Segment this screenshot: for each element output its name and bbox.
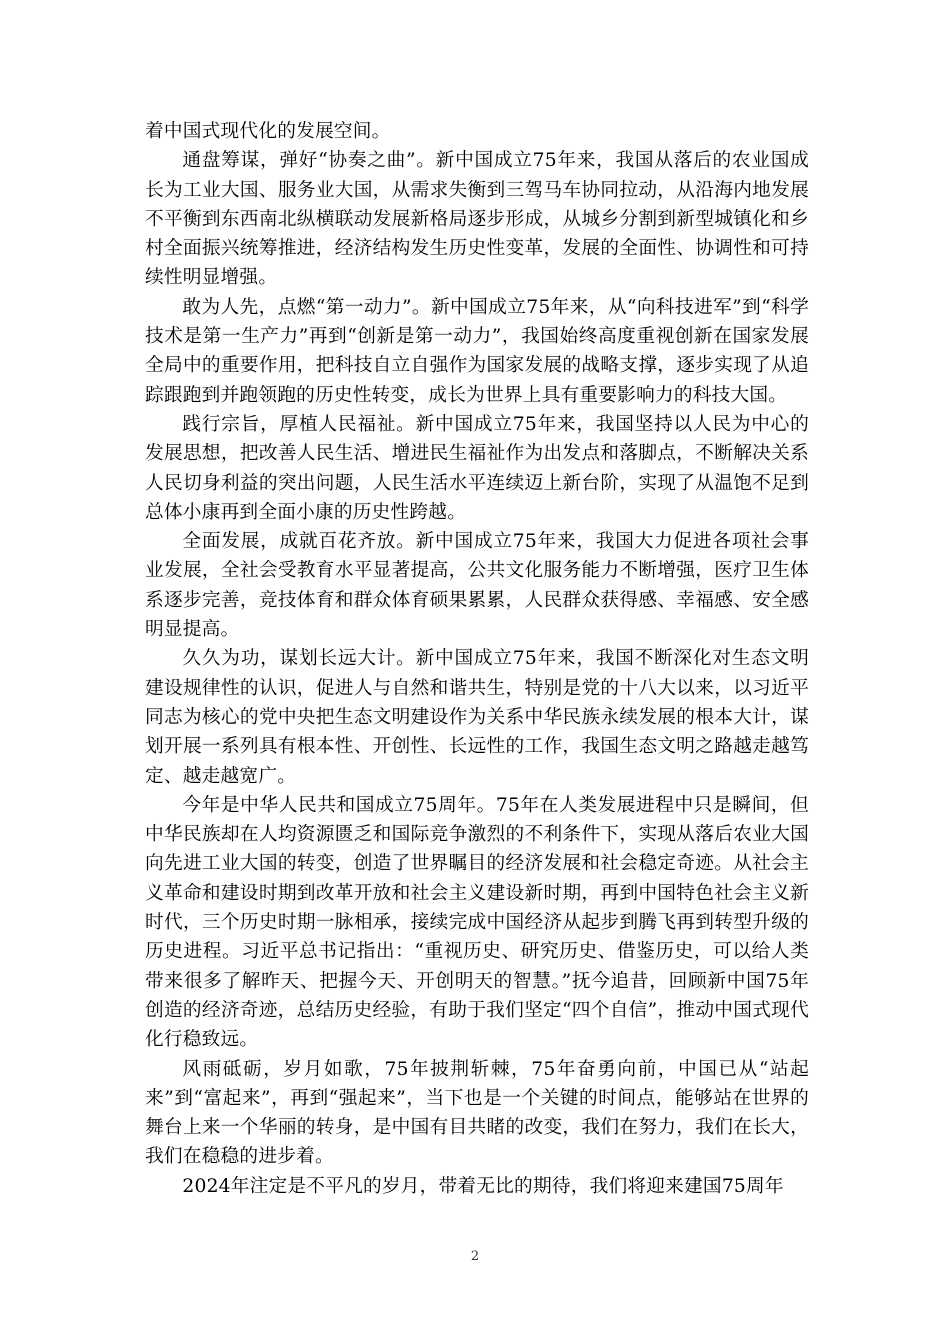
page-number: 2 — [470, 1249, 480, 1264]
paragraph-innovation: 敢为人先，点燃“第一动力”。新中国成立75年来，从“向科技进军”到“科学技术是第一生产力”再到“创新是第一动力”，我国始终高度重视创新在国家发展全局中的重要作用，把科技自立自强作为国家发展的战略支撑，逐步实现了从追踪跟跑到并跑领跑的历史性转变，成长为世界上具有重要影响力的科技大国。 — [145, 296, 809, 406]
paragraph-peoples-welfare: 践行宗旨，厚植人民福祉。新中国成立75年来，我国坚持以人民为中心的发展思想，把改善人民生活、增进民生福祉作为出发点和落脚点，不断解决关系人民切身利益的突出问题，人民生活水平连续迈上新台阶，实现了从温饱不足到总体小康再到全面小康的历史性跨越。 — [145, 413, 809, 523]
paragraph-2024: 2024年注定是不平凡的岁月，带着无比的期待，我们将迎来建国75周年 — [182, 1175, 784, 1197]
document-body — [145, 117, 809, 1201]
paragraph-progress: 风雨砥砺，岁月如歌，75年披荆斩棘，75年奋勇向前，中国已从“站起来”到“富起来”，再到“强起来”，当下也是一个关键的时间点，能够站在世界的舞台上来一个华丽的转身，是中国有目共睹的改变，我们在努力，我们在长大，我们在稳稳的进步着。 — [145, 1058, 809, 1168]
paragraph-75th-anniversary: 今年是中华人民共和国成立75周年。75年在人类发展进程中只是瞬间，但中华民族却在人均资源匮乏和国际竞争激烈的不利条件下，实现从落后农业大国向先进工业大国的转变，创造了世界瞩目的经济发展和社会稳定奇迹。从社会主义革命和建设时期到改革开放和社会主义建设新时期，再到中国特色社会主义新时代，三个历史时期一脉相承，接续完成中国经济从起步到腾飞再到转型升级的历史进程。习近平总书记指出：“重视历史、研究历史、借鉴历史，可以给人类带来很多了解昨天、把握今天、开创明天的智慧。”抚今追昔，回顾新中国75年创造的经济奇迹，总结历史经验，有助于我们坚定“四个自信”，推动中国式现代化行稳致远。 — [145, 794, 809, 1051]
paragraph-social-development: 全面发展，成就百花齐放。新中国成立75年来，我国大力促进各项社会事业发展，全社会受教育水平显著提高，公共文化服务能力不断增强，医疗卫生体系逐步完善，竞技体育和群众体育硕果累累，人民群众获得感、幸福感、安全感明显提高。 — [145, 531, 809, 641]
paragraph-ecological-civilization: 久久为功，谋划长远大计。新中国成立75年来，我国不断深化对生态文明建设规律性的认识，促进人与自然和谐共生，特别是党的十八大以来，以习近平同志为核心的党中央把生态文明建设作为关系中华民族永续发展的根本大计，谋划开展一系列具有根本性、开创性、长远性的工作，我国生态文明之路越走越笃定、越走越宽广。 — [145, 648, 809, 787]
paragraph-continuation: 着中国式现代化的发展空间。 — [145, 121, 391, 142]
paragraph-economic-structure: 通盘筹谋，弹好“协奏之曲”。新中国成立75年来，我国从落后的农业国成长为工业大国、服务业大国，从需求失衡到三驾马车协同拉动，从沿海内地发展不平衡到东西南北纵横联动发展新格局逐步形成，从城乡分割到新型城镇化和乡村全面振兴统筹推进，经济结构发生历史性变革，发展的全面性、协调性和可持续性明显增强。 — [145, 150, 809, 289]
